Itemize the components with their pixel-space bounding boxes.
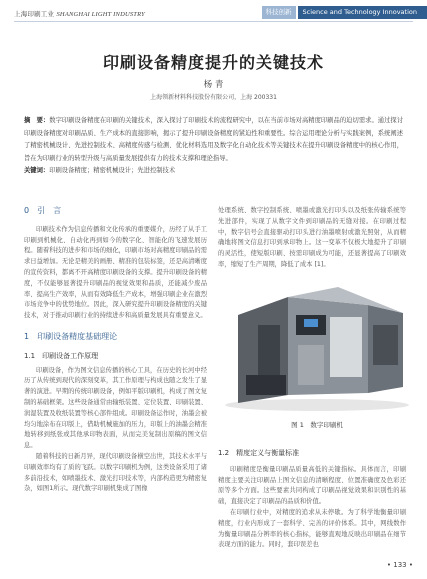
author-affiliation: 上海领新材料科技股份有限公司，上海 200331 [150, 94, 277, 101]
author-name: 杨 青 [203, 80, 224, 90]
header-divider [14, 21, 413, 22]
keywords-label: 关键词： [24, 167, 50, 174]
abstract-label: 摘 要： [24, 117, 50, 124]
section-1-1-heading: 1.1 印刷设备工作原理 [24, 351, 99, 360]
category-en-tag: Science and Technology Innovation [298, 6, 427, 19]
section-1-2-paragraph: 印刷精度是衡量印刷品质量高低的关键指标。具体而言，印刷精度主要关注印刷品上图文信息的清晰程度、位置准确度及色彩还原等多个方面。这些要素共同构成了印刷品视觉效果和识别性的基础，直接决定了印刷品的品质和价值。 [218, 465, 406, 506]
left-column [24, 206, 207, 495]
abstract-text: 数字印刷设备精度在印刷的关键技术，深入探讨了印刷技术的流程研究中，以在当前市场对高精度印刷品的迫切需求。通过探讨印刷设备精度对印刷品质、生产成本的直接影响，揭示了提升印刷设备精度的紧迫性和重要性。综合运用理论分析与实践案例，系统阐述了精密机械设计、先进控制技术、高精度传感与检测、优化材料选用及数字化自动化技术等关键技术在提升印刷设备精度中的核心作用，旨在为印刷行业的转型升级与高质量发展提供有力的技术支撑和理论指导。 [24, 117, 404, 162]
section-1-heading: 1 印刷设备精度基础理论 [24, 331, 118, 341]
digital-press-image [218, 275, 416, 415]
section-1-2-heading: 1.2 精度定义与衡量标准 [218, 449, 300, 457]
category-cn-tag: 科技创新 [262, 6, 296, 19]
intro-paragraph: 印刷技术作为信息传播和文化传承的重要媒介，历经了从手工印刷到机械化、自动化再到如今的数字化、智能化的飞速发展历程。随着科技的进步和市场的细化，印刷市场对高精度印刷品的需求日益增加。无论是精美的画册、精准的包装标签，还是高清晰度的宣传资料，都离不开高精度印刷设备的支撑。提升印刷设备的精度，不仅能够显著提升印刷品的视觉效果和品质，还能减少废品率、提高生产效率，从而有效降低生产成本，增强印刷企业在激烈市场竞争中的优势地位。因此，深入研究提升印刷设备精度的关键技术，对于推动印刷行业的持续进步和高质量发展具有重要意义。 [24, 225, 207, 320]
right-column-paragraph: 处理系统、数字控制系统、喷墨或激光打印头以及纸张传输系统等先进部件，实现了从数字文件到印刷品的无缝对接。在印刷过程中，数字信号会直接驱动打印头进行油墨喷射或激光照射，从而精确地将图文信息打印到承印物上。这一变革不仅极大地提升了印刷的灵活性，使短版印刷、按需印刷成为可能，还显著提高了印刷效率，缩短了生产周期，降低了成本 [1]。 [218, 207, 406, 268]
journal-name-cn: 上海印刷工业 [14, 10, 55, 18]
journal-name-en: SHANGHAI LIGHT INDUSTRY [56, 11, 145, 18]
page-number: • 133 • [386, 561, 413, 569]
section-banner [262, 6, 427, 19]
right-column-bottom [218, 448, 406, 551]
section-1-2-paragraph-2: 在印刷行业中，对精度的追求从未停歇。为了科学地衡量印刷精度，行业内形成了一套科学、完善的评价体系。其中，网线数作为衡量印刷品分辨率的核心指标，能够直观地反映出印刷品在细节表现方面的能力。同时，套印误差也 [218, 508, 406, 549]
keywords [24, 165, 403, 174]
figure-caption: 图 1 数字印刷机 [291, 421, 343, 429]
abstract [24, 115, 403, 165]
right-column-top [218, 206, 406, 271]
journal-name [14, 9, 145, 18]
section-1-1-paragraph: 印刷设备，作为图文信息传播的核心工具，在历史的长河中经历了从传统到现代的深刻变革，其工作原理与构成也随之发生了显著的演进。早期的传统印刷设备，例如平版印刷机，构成了图文复制的基础框架。这些设备通常由输纸装置、定位装置、印刷装置、润湿装置及收纸装置等核心部件组成。印刷设备运作时，油墨会被均匀地涂布在印版上，借助机械施加的压力，印版上的油墨会精准地转移到纸张或其他承印物表面，从而完美复制出原稿的图文信息。 [24, 366, 207, 450]
section-1-1-paragraph-2: 随着科技的日新月异，现代印刷设备横空出世，其技术水平与印刷效率均有了质的飞跃。以数字印刷机为例，这类设备采用了诸多前沿技术，如喷墨技术、激光打印技术等，内部构造更为精密复杂，如图1所示。现代数字印刷机集成了图像 [24, 452, 207, 493]
keywords-text: 印刷设备精度；精密机械设计；先进控制技术 [49, 167, 176, 174]
article-title: 印刷设备精度提升的关键技术 [102, 53, 324, 72]
intro-heading: 0 引 言 [24, 206, 62, 215]
